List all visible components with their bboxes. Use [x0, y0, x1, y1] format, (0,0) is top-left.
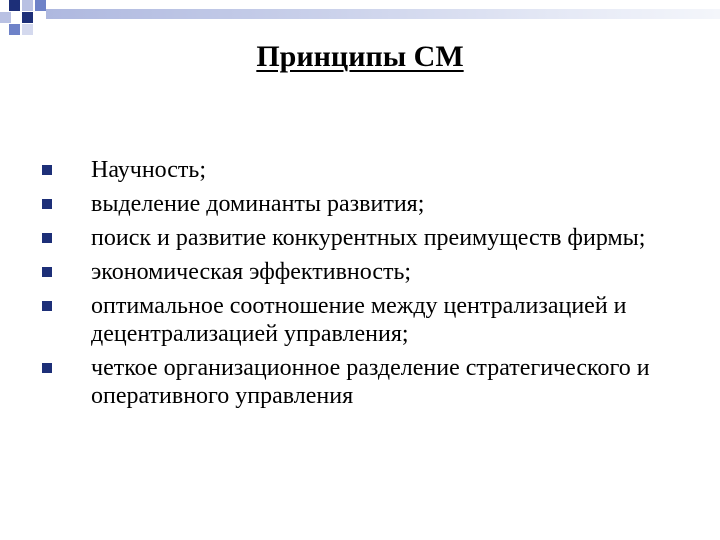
list-item-text: четкое организационное разделение стратегического и оперативного управления — [91, 355, 650, 409]
list-item-text: оптимальное соотношение между централизацией и децентрализацией управления; — [91, 293, 627, 347]
list-item — [40, 190, 680, 218]
corner-square-icon — [35, 0, 46, 11]
square-bullet-icon — [42, 199, 52, 209]
list-item-text: выделение доминанты развития; — [91, 191, 425, 217]
list-item-text: поиск и развитие конкурентных преимуществ фирмы; — [91, 225, 646, 251]
corner-square-icon — [22, 24, 33, 35]
list-item — [40, 156, 680, 184]
square-bullet-icon — [42, 267, 52, 277]
corner-square-icon — [9, 24, 20, 35]
list-item-text: Научность; — [91, 157, 207, 183]
square-bullet-icon — [42, 363, 52, 373]
corner-square-icon — [22, 12, 33, 23]
list-item-text: экономическая эффективность; — [91, 259, 412, 285]
corner-square-icon — [22, 0, 33, 11]
corner-square-icon — [9, 0, 20, 11]
square-bullet-icon — [42, 301, 52, 311]
list-item — [40, 292, 680, 348]
list-item — [40, 354, 680, 410]
list-item — [40, 224, 680, 252]
square-bullet-icon — [42, 233, 52, 243]
principles-list — [40, 156, 680, 416]
square-bullet-icon — [42, 165, 52, 175]
header-band — [46, 9, 720, 19]
list-item — [40, 258, 680, 286]
corner-square-icon — [0, 12, 11, 23]
slide-title: Принципы СМ — [256, 40, 464, 73]
